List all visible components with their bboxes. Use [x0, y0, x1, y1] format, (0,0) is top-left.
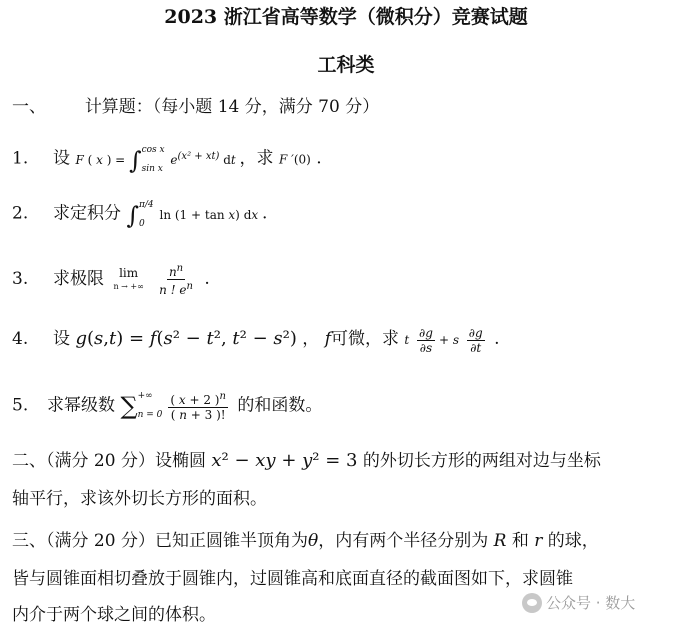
- problem-number: 4.: [12, 329, 29, 349]
- section2-line2: 轴平行，求该外切长方形的面积。: [12, 489, 267, 509]
- problem-formula: g(s,t) = f(s² − t², t² − s²): [75, 328, 297, 349]
- problem-number: 3.: [12, 269, 29, 289]
- problem-formula: ∫ π/4 0 ln (1 + tan x) dx: [126, 200, 262, 229]
- problem-text-2: 的和函数。: [237, 395, 323, 416]
- watermark: 公众号 · 数大: [522, 592, 635, 613]
- section3-line1: 三、（满分 20 分）已知正圆锥半顶角为θ，内有两个半径分别为 R 和 r 的球，: [12, 531, 599, 551]
- problem-2: 2. 求定积分 ∫ π/4 0 ln (1 + tan x) dx .: [12, 200, 268, 229]
- problem-text: 求极限: [53, 269, 105, 289]
- problem-3: 3. 求极限 lim n → +∞ $\frac{n^n}{n ! e^n}$ .: [12, 263, 210, 297]
- section1-description: 计算题：（每小题 14 分，满分 70 分）: [84, 97, 380, 117]
- problem-formula: ∑ +∞ n = 0 $\frac{( x + 2 )^n}{( n + 3 )!}$: [120, 391, 226, 422]
- problem-text: 设: [53, 329, 71, 349]
- problem-number: 2.: [12, 203, 29, 224]
- section2-line1: 二、（满分 20 分）设椭圆 x² − xy + y² = 3 的外切长方形的两组对边与坐标: [12, 450, 601, 471]
- section1-header: [12, 96, 379, 118]
- ellipse-equation: x² − xy + y² = 3: [211, 450, 358, 471]
- problem-number: 5.: [12, 395, 29, 416]
- problem-text: 设: [53, 148, 71, 169]
- problem-formula: $\frac{n^n}{n ! e^n}$: [159, 263, 193, 297]
- limit-operator: lim n → +∞: [113, 265, 144, 291]
- problem-number: 1.: [12, 148, 29, 169]
- problem-4: 4. 设 g(s,t) = f(s² − t², t² − s²) ， f可微，求 t $\frac{\partial g}{\partial s}$ + s $\frac{\partial g}{\partial t}$ .: [12, 326, 500, 355]
- problem-formula: F ( x ) = ∫ cos x sin x $e^{(x^2 + xt)}$ dt: [75, 145, 240, 174]
- section3-line3: 内介于两个球之间的体积。: [12, 605, 216, 625]
- wechat-icon: [522, 593, 542, 613]
- problem-1: 1. 设 F ( x ) = ∫ cos x sin x $e^{(x^2 + xt)}$ dt ，求 F ′(0) .: [12, 145, 322, 174]
- problem-text: 求定积分: [53, 203, 122, 224]
- problem-ask: F ′(0): [278, 152, 311, 167]
- problem-ask: t $\frac{\partial g}{\partial s}$ + s $\frac{\partial g}{\partial t}$: [404, 326, 483, 355]
- exam-title: 2023 浙江省高等数学（微积分）竞赛试题: [164, 6, 528, 28]
- exam-subtitle: 工科类: [317, 54, 375, 76]
- problem-text: 求幂级数: [47, 395, 116, 416]
- section3-line2: 皆与圆锥面相切叠放于圆锥内，过圆锥高和底面直径的截面图如下，求圆锥: [12, 569, 573, 589]
- section1-number: 一、: [12, 97, 46, 117]
- problem-text-2: ，求: [239, 148, 274, 169]
- problem-5: [12, 390, 322, 422]
